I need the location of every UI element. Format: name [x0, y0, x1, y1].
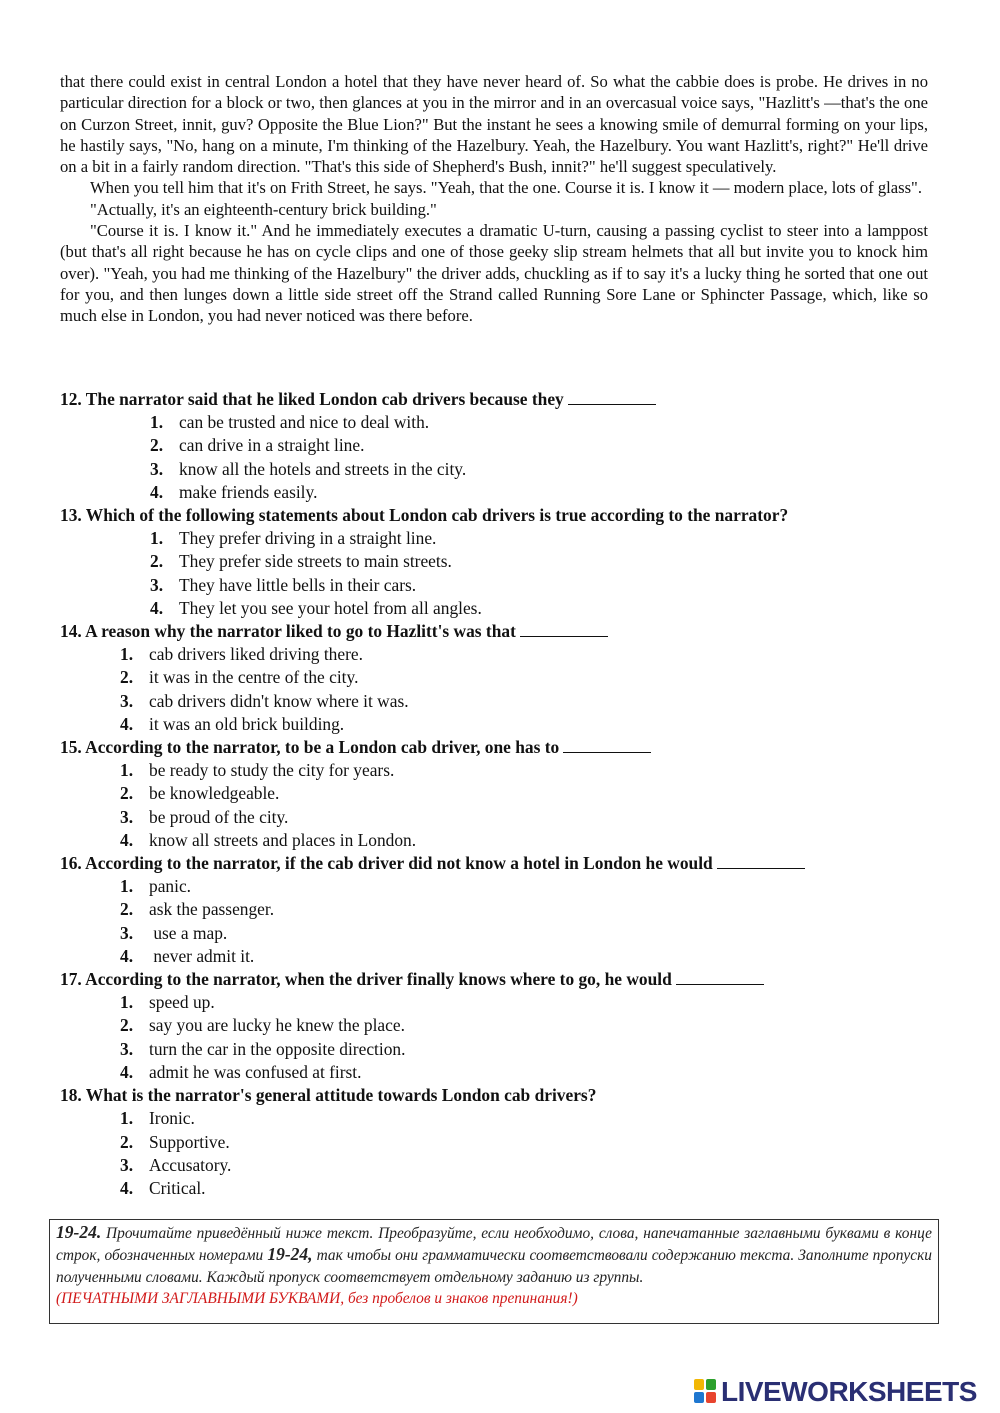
option-item[interactable]: [60, 481, 940, 504]
question-stem: [60, 736, 940, 759]
option-text: know all the hotels and streets in the city.: [179, 458, 467, 479]
passage-paragraph: "Actually, it's an eighteenth-century brick building.": [90, 199, 437, 219]
option-text: Critical.: [149, 1177, 206, 1198]
option-text: can be trusted and nice to deal with.: [179, 412, 430, 433]
task-instructions-box: [49, 1219, 939, 1324]
option-item[interactable]: [60, 1131, 940, 1154]
option-list: [60, 875, 940, 968]
logo-text: LIVEWORKSHEETS: [721, 1376, 977, 1407]
question-stem: [60, 620, 940, 643]
option-number: 3.: [150, 574, 164, 595]
answer-blank[interactable]: [520, 621, 608, 637]
option-text: panic.: [149, 876, 192, 897]
option-item[interactable]: [60, 713, 940, 736]
option-number: 1.: [150, 528, 164, 549]
option-text: admit he was confused at first.: [149, 1061, 362, 1082]
option-number: 3.: [120, 806, 134, 827]
task-range-label-2: 19-24,: [267, 1244, 313, 1265]
option-text: cab drivers liked driving there.: [149, 644, 363, 665]
question-12: [60, 388, 940, 504]
question-number: 17.: [60, 969, 82, 990]
option-number: 4.: [120, 829, 134, 850]
option-text: can drive in a straight line.: [179, 435, 365, 456]
option-number: 4.: [120, 945, 134, 966]
instructions-red-note: (ПЕЧАТНЫМИ ЗАГЛАВНЫМИ БУКВАМИ, без пробелов и знаков препинания!): [56, 1290, 578, 1308]
option-item[interactable]: [60, 782, 940, 805]
option-number: 1.: [120, 644, 134, 665]
question-number: 14.: [60, 621, 82, 642]
question-text: According to the narrator, if the cab driver did not know a hotel in London he would: [85, 853, 713, 874]
questions-section: [60, 388, 940, 1200]
option-list: [60, 643, 940, 736]
answer-blank[interactable]: [563, 737, 651, 753]
option-text: They prefer driving in a straight line.: [179, 528, 437, 549]
option-item[interactable]: [60, 597, 940, 620]
option-text: ask the passenger.: [149, 899, 275, 920]
option-item[interactable]: [60, 690, 940, 713]
question-text: According to the narrator, to be a London cab driver, one has to: [85, 737, 560, 758]
option-item[interactable]: [60, 922, 940, 945]
option-item[interactable]: [60, 1154, 940, 1177]
question-number: 13.: [60, 505, 82, 526]
option-number: 2.: [150, 551, 164, 572]
option-item[interactable]: [60, 1061, 940, 1084]
liveworksheets-mark-icon: [694, 1379, 718, 1405]
option-text: cab drivers didn't know where it was.: [149, 690, 409, 711]
question-17: [60, 968, 940, 1084]
option-number: 3.: [120, 922, 134, 943]
option-item[interactable]: [60, 806, 940, 829]
option-number: 1.: [120, 760, 134, 781]
option-item[interactable]: [60, 1038, 940, 1061]
option-item[interactable]: [60, 898, 940, 921]
option-list: [60, 759, 940, 852]
option-number: 4.: [150, 481, 164, 502]
option-item[interactable]: [60, 666, 940, 689]
option-number: 2.: [120, 899, 134, 920]
option-text: make friends easily.: [179, 481, 318, 502]
reading-passage: [60, 71, 928, 327]
option-item[interactable]: [60, 643, 940, 666]
option-text: it was an old brick building.: [149, 713, 345, 734]
option-text: They let you see your hotel from all angles.: [179, 597, 482, 618]
question-text: Which of the following statements about London cab drivers is true according to the narrator?: [85, 505, 789, 526]
option-number: 2.: [120, 783, 134, 804]
option-item[interactable]: [60, 1014, 940, 1037]
option-item[interactable]: [60, 434, 940, 457]
option-number: 3.: [120, 1154, 134, 1175]
option-text: use a map.: [149, 922, 228, 943]
option-item[interactable]: [60, 411, 940, 434]
option-text: say you are lucky he knew the place.: [149, 1015, 405, 1036]
question-number: 16.: [60, 853, 82, 874]
liveworksheets-logo: [694, 1377, 977, 1407]
option-number: 1.: [150, 412, 164, 433]
option-item[interactable]: [60, 945, 940, 968]
option-number: 2.: [120, 1015, 134, 1036]
question-text: According to the narrator, when the driver finally knows where to go, he would: [85, 969, 672, 990]
option-item[interactable]: [60, 829, 940, 852]
option-list: [60, 991, 940, 1084]
option-text: They prefer side streets to main streets.: [179, 551, 452, 572]
option-text: it was in the centre of the city.: [149, 667, 359, 688]
question-stem: [60, 1084, 940, 1107]
answer-blank[interactable]: [568, 389, 656, 405]
option-item[interactable]: [60, 875, 940, 898]
option-number: 2.: [120, 1131, 134, 1152]
option-text: know all streets and places in London.: [149, 829, 417, 850]
answer-blank[interactable]: [676, 969, 764, 985]
passage-paragraph: that there could exist in central London a hotel that they have never heard of. So what the cabbie does is probe. He drives in no particular direction for a block or two, then glances at you in the mirror and in an overcasual voice says, "Hazlitt's —that's the one on Curzon Street, innit, guv? Opposite the Blue Lion?" But the instant he sees a knowing smile of demurral forming on your lips, he hastily says, "No, hang on a minute, I'm thinking of the Hazelbury. Yeah, the Hazelbury. You want Hazlitt's, right?" He'll drive on a bit in a fairly random direction. "That's this side of Shepherd's Bush, innit?" he'll suggest speculatively.: [60, 72, 928, 177]
question-stem: [60, 852, 940, 875]
option-item[interactable]: [60, 527, 940, 550]
option-number: 4.: [120, 713, 134, 734]
question-text: What is the narrator's general attitude towards London cab drivers?: [85, 1085, 597, 1106]
option-text: They have little bells in their cars.: [179, 574, 417, 595]
option-number: 1.: [120, 876, 134, 897]
question-text: A reason why the narrator liked to go to Hazlitt's was that: [85, 621, 516, 642]
option-item[interactable]: [60, 991, 940, 1014]
option-number: 4.: [150, 597, 164, 618]
option-text: turn the car in the opposite direction.: [149, 1038, 406, 1059]
option-number: 3.: [120, 1038, 134, 1059]
option-number: 3.: [120, 690, 134, 711]
option-number: 4.: [120, 1177, 134, 1198]
option-number: 4.: [120, 1061, 134, 1082]
question-14: [60, 620, 940, 736]
option-text: be proud of the city.: [149, 806, 289, 827]
option-text: Supportive.: [149, 1131, 230, 1152]
option-list: [60, 411, 940, 504]
option-item[interactable]: [60, 574, 940, 597]
question-16: [60, 852, 940, 968]
option-number: 3.: [150, 458, 164, 479]
option-item[interactable]: [60, 1177, 940, 1200]
option-text: never admit it.: [149, 945, 255, 966]
question-text: The narrator said that he liked London cab drivers because they: [85, 389, 564, 409]
option-item[interactable]: [60, 1107, 940, 1130]
passage-paragraph: When you tell him that it's on Frith Street, he says. "Yeah, that the one. Course it is. I know it — modern place, lots of glass".: [90, 178, 922, 198]
question-number: 15.: [60, 737, 82, 758]
option-item[interactable]: [60, 550, 940, 573]
option-number: 2.: [120, 667, 134, 688]
question-18: [60, 1084, 940, 1200]
question-15: [60, 736, 940, 852]
option-item[interactable]: [60, 759, 940, 782]
answer-blank[interactable]: [717, 853, 805, 869]
option-text: be ready to study the city for years.: [149, 760, 395, 781]
option-item[interactable]: [60, 458, 940, 481]
option-number: 1.: [120, 1108, 134, 1129]
option-text: Accusatory.: [149, 1154, 232, 1175]
question-stem: [60, 968, 940, 991]
instructions-text-2: так чтобы они грамматически соответствовали содержанию текста. Заполните пропуски полученными словами. Каждый пропуск соответствует отдельному заданию из группы.: [56, 1247, 932, 1286]
question-13: [60, 504, 940, 620]
option-text: speed up.: [149, 992, 215, 1013]
task-range-label: 19-24.: [56, 1222, 102, 1242]
option-text: Ironic.: [149, 1108, 195, 1129]
question-stem: [60, 388, 940, 411]
question-number: 18.: [60, 1085, 82, 1106]
option-list: [60, 527, 940, 620]
option-list: [60, 1107, 940, 1200]
option-number: 1.: [120, 992, 134, 1013]
instructions-text-1: Прочитайте приведённый ниже текст. Преобразуйте, если необходимо, слова, напечатанные заглавными буквами в конце строк, обозначенных номерами: [56, 1225, 932, 1265]
question-number: 12.: [60, 389, 82, 409]
passage-paragraph: "Course it is. I know it." And he immediately executes a dramatic U-turn, causing a passing cyclist to steer into a lamppost (but that's all right because he has on cycle clips and one of those geeky slip stream helmets that all but invite you to knock him over). "Yeah, you had me thinking of the Hazelbury" the driver adds, chuckling as if to say it's a lucky thing he sorted that one out for you, and then lunges down a little side street off the Strand called Running Sore Lane or Sphincter Passage, which, like so much else in London, you had never noticed was there before.: [60, 221, 928, 326]
option-number: 2.: [150, 435, 164, 456]
question-stem: [60, 504, 940, 527]
option-text: be knowledgeable.: [149, 783, 280, 804]
